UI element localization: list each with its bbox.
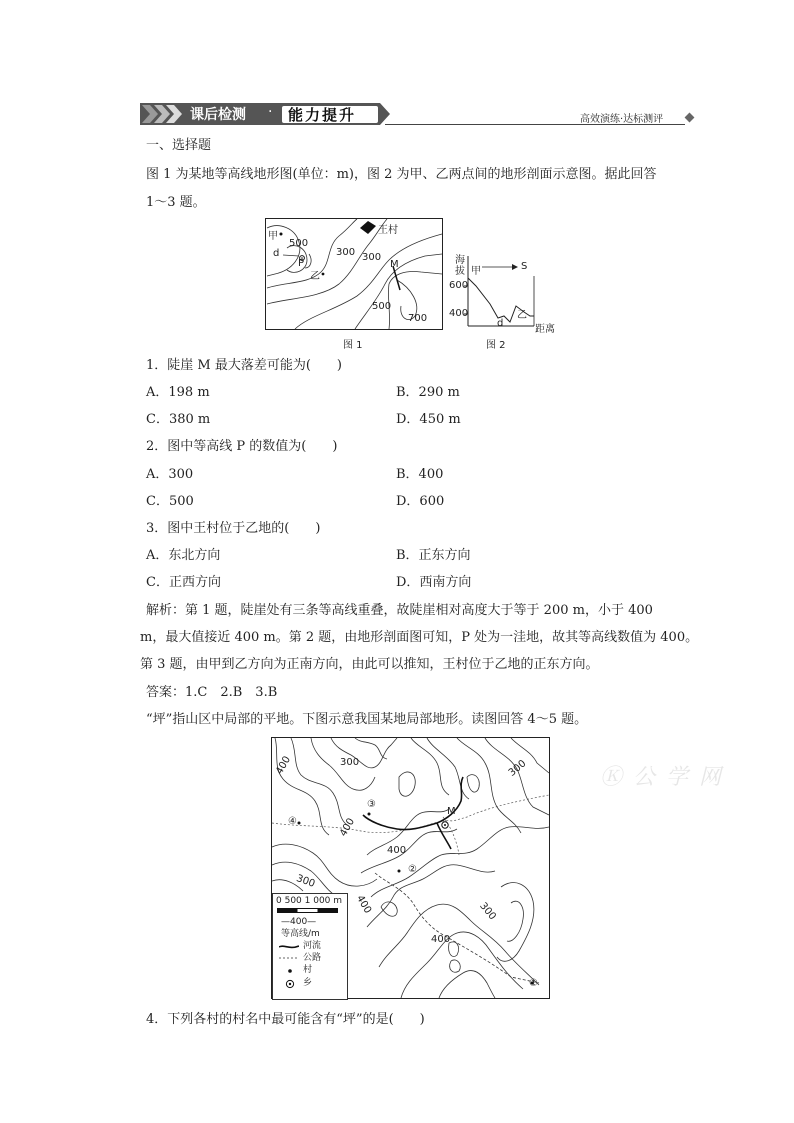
q1-option-a: A．198 m [146,385,210,400]
watermark: Ⓚ 公 学 网 [600,765,723,790]
map2-label-400-e: 400 [431,934,451,945]
legend-river: 河流 [303,941,322,951]
q3-option-b: B．正东方向 [396,548,471,563]
answer-line: 答案：1.C 2.B 3.B [146,685,278,700]
fig1-label-300-a: 300 [336,247,356,258]
map2-label-2: ② [408,864,417,875]
q1-option-d: D．450 m [396,412,461,427]
fig2-y-title-1: 海 [455,255,465,266]
fig1-label-d: d [273,248,280,259]
q1-stem: 1．陡崖 M 最大落差可能为( ) [146,358,342,373]
q3-option-a: A．东北方向 [146,548,221,563]
fig1-label-yi: 乙 [310,271,320,282]
q2-stem: 2．图中等高线 P 的数值为( ) [146,439,338,454]
analysis-line-2: m，最大值接近 400 m。第 2 题，由地形剖面图可知，P 处为一洼地，故其等高线数值为 400。 [140,630,699,645]
intro-1-line-1: 图 1 为某地等高线地形图(单位：m)，图 2 为甲、乙两点间的地形剖面示意图。据此回答 [146,167,657,182]
section-title: 一、选择题 [146,138,212,153]
village-legend-icon [287,968,293,974]
map2-label-m: M [447,806,456,817]
township-legend-icon [285,979,295,989]
intro-1-line-2: 1～3 题。 [146,195,206,210]
legend-village: 村 [303,965,313,975]
q2-option-a: A．300 [146,467,194,482]
q2-option-b: B．400 [396,467,444,482]
header-dot: · [268,104,273,120]
fig1-label-700: 700 [408,313,428,324]
q2-option-c: C．500 [146,494,194,509]
map2-label-4: ④ [288,816,297,827]
fig2-label-d: d [497,318,504,329]
fig2-x-title: 距离 [535,324,555,335]
diamond-icon [685,113,695,123]
q1-option-c: C．380 m [146,412,211,427]
map2-label-300-a: 300 [340,757,360,768]
map2-label-400-d: 400 [354,893,374,916]
q3-stem: 3．图中王村位于乙地的( ) [146,521,321,536]
map2-label-300-c: 300 [294,873,317,890]
q2-option-d: D．600 [396,494,445,509]
legend-contour-number: —400— [281,917,317,927]
fig1-label-wangcun: 王村 [378,225,398,236]
legend-township: 乡 [303,978,313,988]
q3-option-c: C．正西方向 [146,575,221,590]
analysis-line-3: 第 3 题，由甲到乙方向为正南方向，由此可以推知，王村位于乙地的正东方向。 [140,657,599,672]
header-section-a: 课后检测 [190,107,246,123]
map2-label-3: ③ [367,799,376,810]
map2-label-300-b: 300 [506,758,529,779]
map2-label-300-d: 300 [477,900,498,923]
header-right-label: 高效演练·达标测评 [580,114,664,125]
fig1-label-p: P [298,258,305,269]
analysis-line-1: 解析：第 1 题，陡崖处有三条等高线重叠，故陡崖相对高度大于等于 200 m，小于 400 [146,603,653,618]
fig1-label-500: 500 [289,238,309,249]
fig1-label-m: M [390,259,399,270]
intro-2: “坪”指山区中局部的平地。下图示意我国某地局部地形。读图回答 4～5 题。 [146,712,588,727]
scale-bar [277,908,339,914]
legend-contour-label: 等高线/m [281,929,320,939]
q3-option-d: D．西南方向 [396,575,472,590]
fig2-y-title-2: 拔 [455,266,465,277]
q1-option-b: B．290 m [396,385,460,400]
map2-legend [272,893,348,1000]
fig2-label-jia: 甲 [471,266,481,277]
map2-label-400-a: 400 [274,754,294,777]
legend-scale: 0 500 1 000 m [276,896,343,906]
fig1-label-jia: 甲 [268,231,278,242]
road-legend-icon [279,956,299,960]
fig2-label-s: S [521,261,528,272]
fig2-label-yi: 乙 [517,310,527,321]
map2-label-1: ① [529,978,538,989]
legend-road: 公路 [303,953,322,963]
fig1-label-500-b: 500 [372,301,392,312]
q4-stem: 4．下列各村的村名中最可能含有“坪”的是( ) [146,1012,425,1027]
header-section-b: 能力提升 [288,106,357,124]
map2-label-400-b: 400 [338,816,358,839]
fig2-tick-600: 600 [449,280,469,291]
figure-1-caption: 图 1 [343,340,363,351]
figure-2-caption: 图 2 [486,340,506,351]
fig1-label-300-b: 300 [362,252,382,263]
fig2-tick-400: 400 [449,308,469,319]
river-legend-icon [279,944,299,950]
map2-label-400-c: 400 [387,845,407,856]
